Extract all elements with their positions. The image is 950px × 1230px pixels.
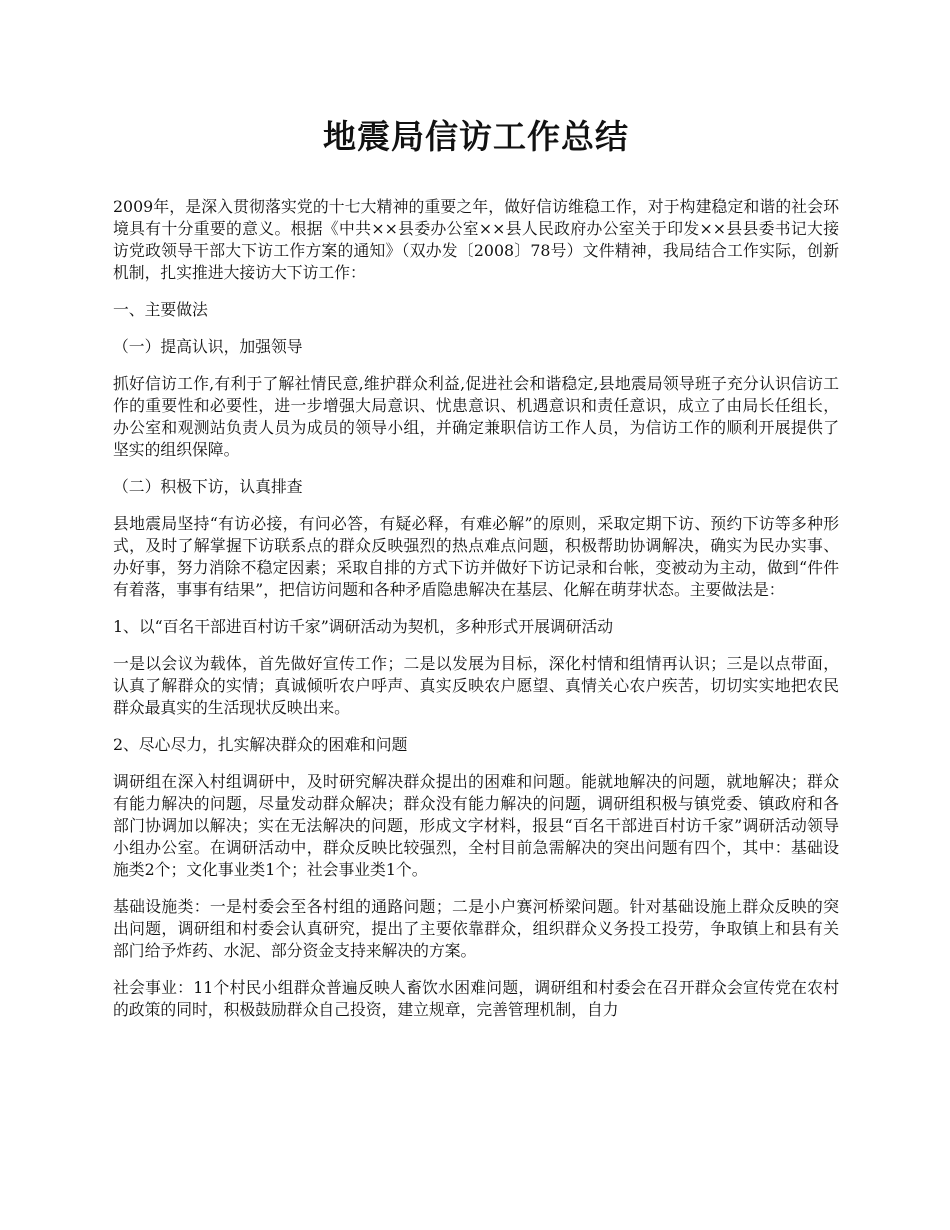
intro-paragraph: 2009年，是深入贯彻落实党的十七大精神的重要之年，做好信访维稳工作，对于构建稳定和谐的社会环境具有十分重要的意义。根据《中共××县委办公室××县人民政府办公室关于印发××县县委书记大接访党政领导干部大下访工作方案的通知》（双办发〔2008〕78号）文件精神，我局结合工作实际，创新机制，扎实推进大接访大下访工作： bbox=[113, 197, 839, 282]
body-paragraph: 基础设施类：一是村委会至各村组的通路问题；二是小户赛河桥梁问题。针对基础设施上群众反映的突出问题，调研组和村委会认真研究，提出了主要依靠群众，组织群众义务投工投劳，争取镇上和县有关部门给予炸药、水泥、部分资金支持来解决的方案。 bbox=[113, 897, 839, 960]
document-page bbox=[113, 112, 839, 1036]
body-paragraph: 一是以会议为载体，首先做好宣传工作；二是以发展为目标，深化村情和组情再认识；三是以点带面，认真了解群众的实情；真诚倾听农户呼声、真实反映农户愿望、真情关心农户疾苦，切切实实地把农民群众最真实的生活现状反映出来。 bbox=[113, 654, 839, 717]
body-paragraph: 抓好信访工作,有利于了解社情民意,维护群众利益,促进社会和谐稳定,县地震局领导班子充分认识信访工作的重要性和必要性，进一步增强大局意识、忧患意识、机遇意识和责任意识，成立了由局长任组长，办公室和观测站负责人员为成员的领导小组，并确定兼职信访工作人员，为信访工作的顺利开展提供了坚实的组织保障。 bbox=[113, 374, 839, 459]
body-paragraph: 调研组在深入村组调研中，及时研究解决群众提出的困难和问题。能就地解决的问题，就地解决；群众有能力解决的问题，尽量发动群众解决；群众没有能力解决的问题，调研组积极与镇党委、镇政府和各部门协调加以解决；实在无法解决的问题，形成文字材料，报县“百名干部进百村访千家”调研活动领导小组办公室。在调研活动中，群众反映比较强烈，全村目前急需解决的突出问题有四个，其中：基础设施类2个；文化事业类1个；社会事业类1个。 bbox=[113, 772, 839, 879]
item-heading-1: 1、以“百名干部进百村访千家”调研活动为契机，多种形式开展调研活动 bbox=[113, 617, 614, 636]
body-paragraph: 县地震局坚持“有访必接，有问必答，有疑必释，有难必解”的原则，采取定期下访、预约下访等多种形式，及时了解掌握下访联系点的群众反映强烈的热点难点问题，积极帮助协调解决，确实为民办实事、办好事，努力消除不稳定因素；采取自排的方式下访并做好下访记录和台帐，变被动为主动，做到“件件有着落，事事有结果”，把信访问题和各种矛盾隐患解决在基层、化解在萌芽状态。主要做法是： bbox=[113, 514, 839, 599]
subsection-heading-1: （一）提高认识，加强领导 bbox=[113, 337, 303, 356]
subsection-heading-2: （二）积极下访，认真排查 bbox=[113, 477, 303, 496]
section-heading-main-practices: 一、主要做法 bbox=[113, 300, 208, 319]
document-title: 地震局信访工作总结 bbox=[323, 117, 629, 156]
item-heading-2: 2、尽心尽力，扎实解决群众的困难和问题 bbox=[113, 735, 408, 754]
body-paragraph: 社会事业：11个村民小组群众普遍反映人畜饮水困难问题，调研组和村委会在召开群众会宣传党在农村的政策的同时，积极鼓励群众自己投资，建立规章，完善管理机制，自力 bbox=[113, 978, 839, 1019]
